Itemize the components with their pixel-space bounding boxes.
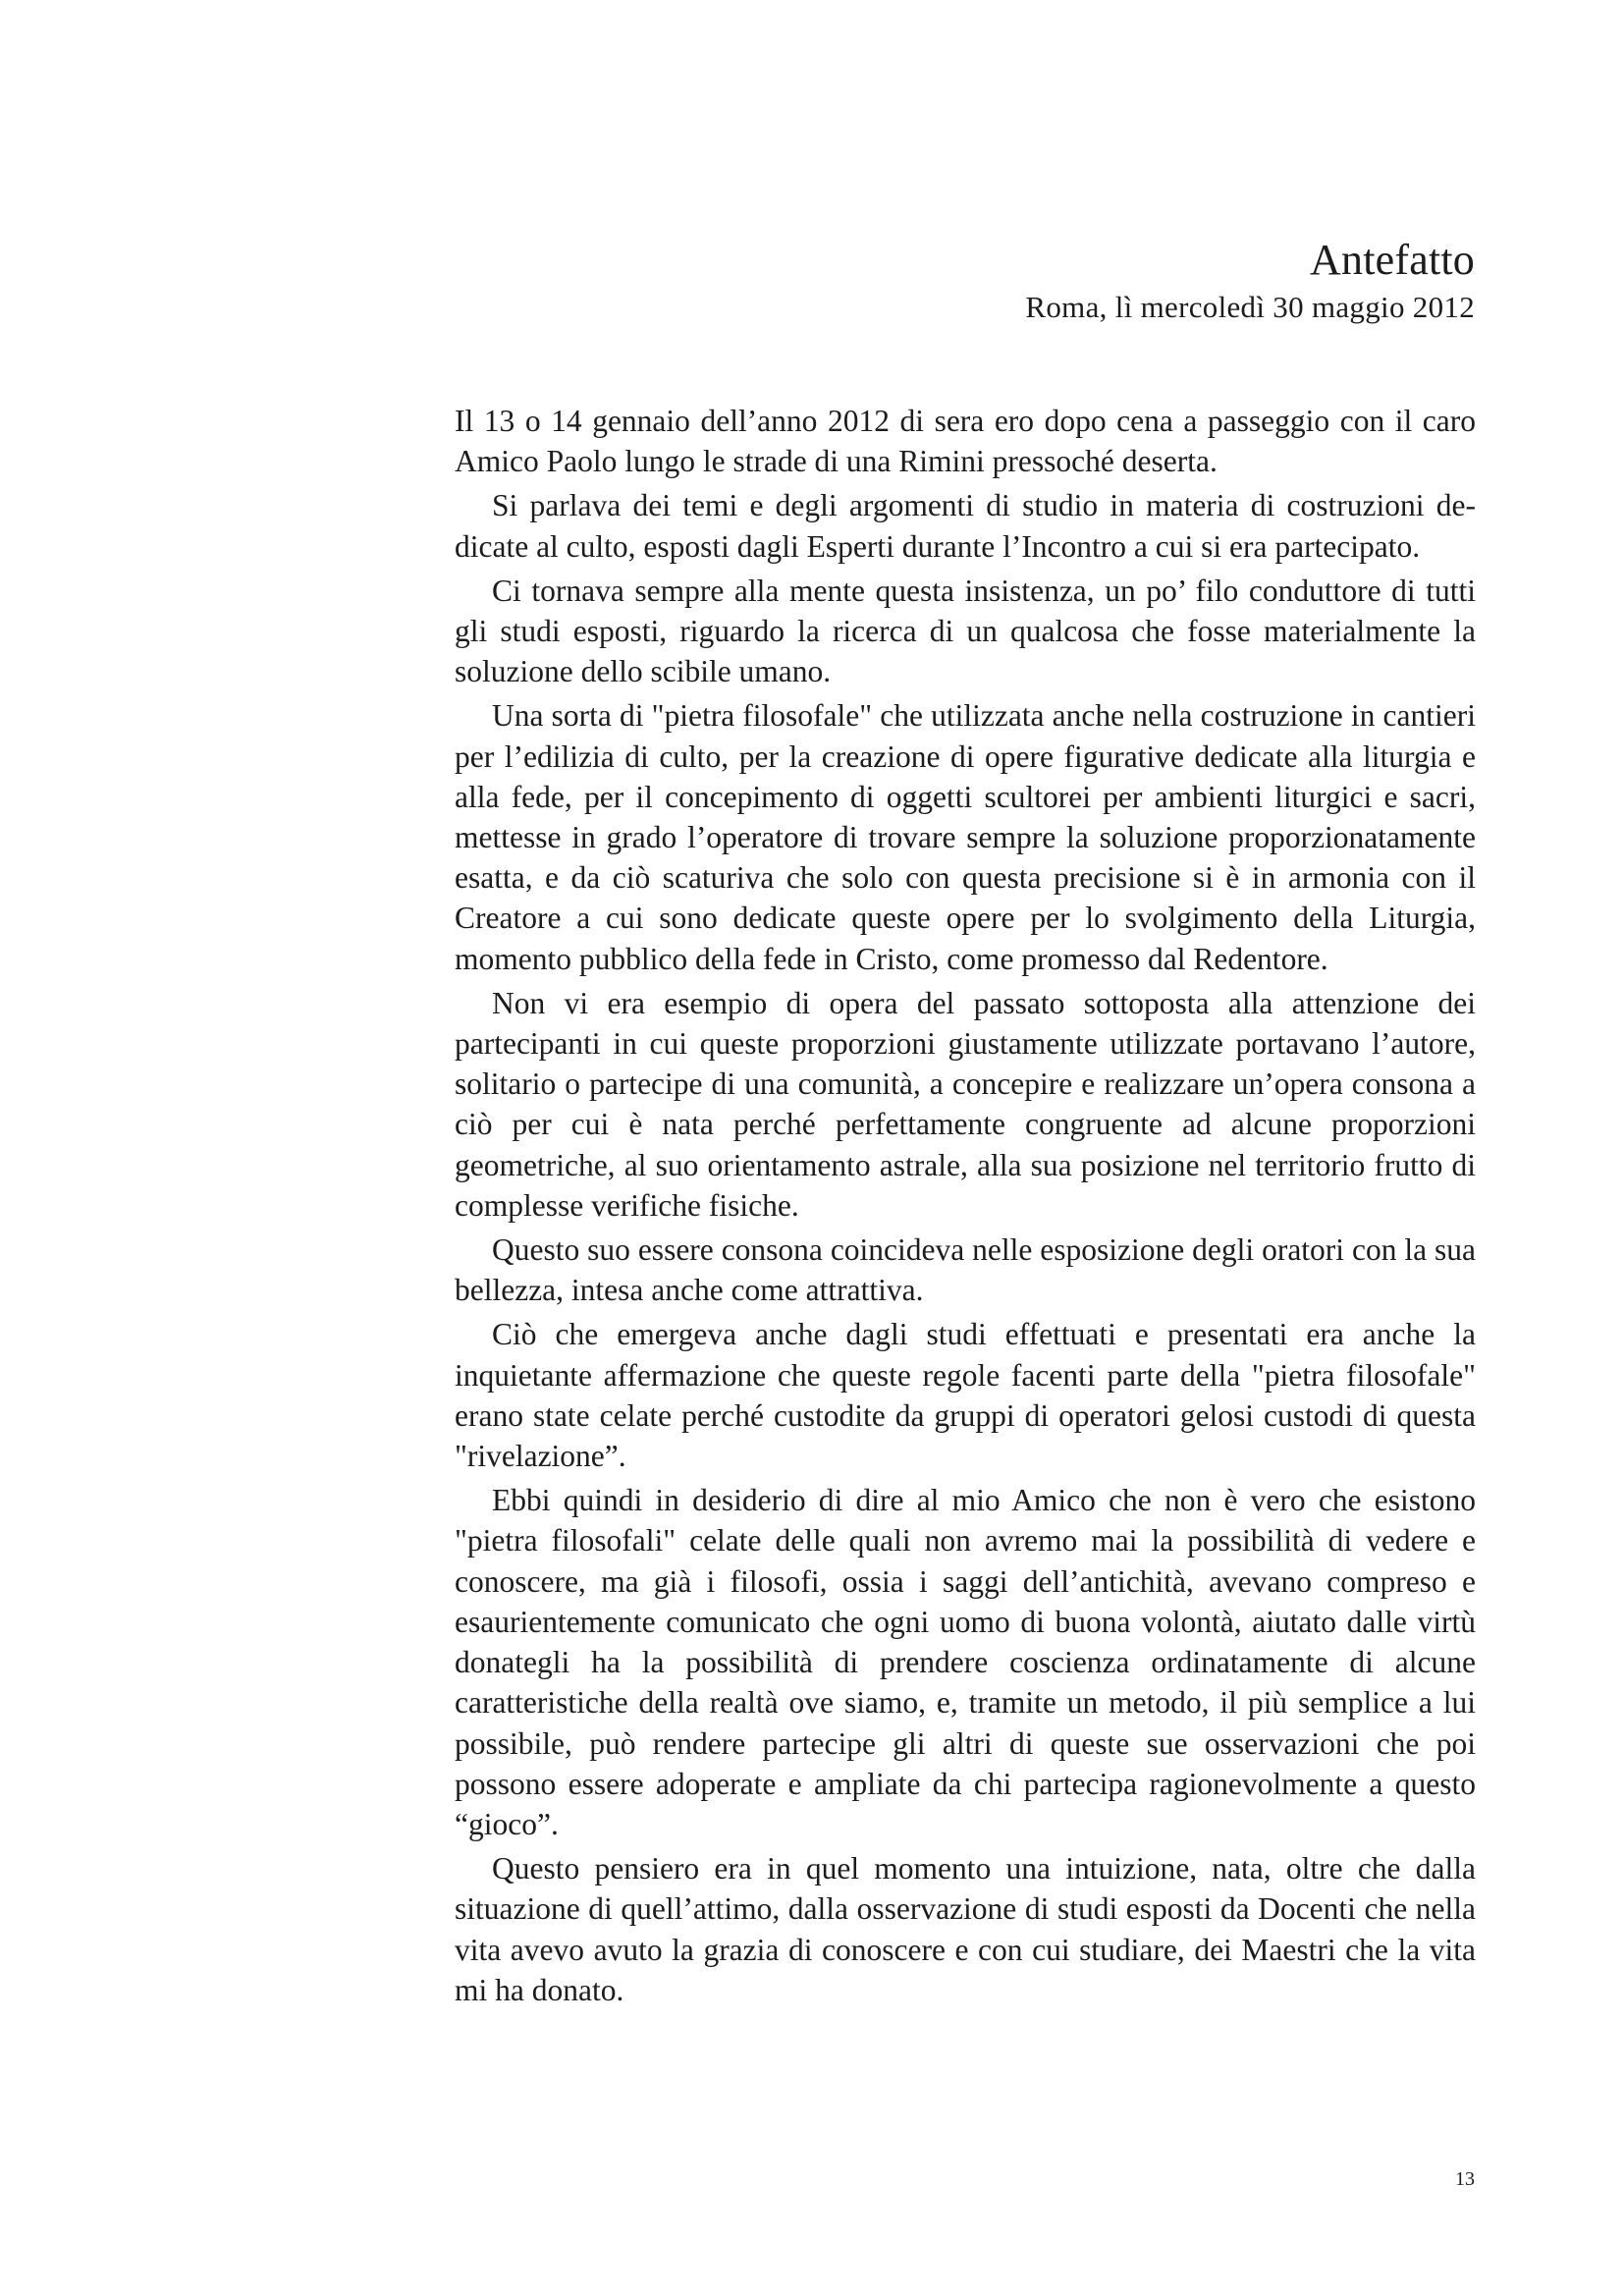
paragraph-1: Il 13 o 14 gennaio dell’anno 2012 di sera ero dopo cena a passeggio con il caro Amico Paolo lungo le strade di una Rimini pressoché deserta. bbox=[455, 404, 1476, 479]
page-number: 13 bbox=[1455, 2168, 1475, 2190]
chapter-heading bbox=[1025, 234, 1475, 328]
chapter-title: Antefatto bbox=[1310, 236, 1475, 284]
paragraph-3: Ci tornava sempre alla mente questa insistenza, un po’ filo conduttore di tutti gli studi esposti, riguardo la ricerca di un qualcosa che fosse materialmente la soluzione dello scibile umano. bbox=[455, 573, 1476, 689]
paragraph-9: Questo pensiero era in quel momento una intuizione, nata, oltre che dalla situazione di quell’attimo, dalla osservazione di studi esposti da Docenti che nella vita avevo avuto la grazia di conoscere e con cui studiare, dei Maestri che la vita mi ha donato. bbox=[455, 1851, 1476, 2007]
paragraph-5: Non vi era esempio di opera del passato sottoposta alla attenzione dei partecipanti in cui queste proporzioni giustamente utilizzate portavano l’autore, solitario o partecipe di una comunità, a concepire e realizzare un’opera consona a ciò per cui è nata perché perfettamente congruente ad alcune proporzioni geometriche, al suo orientamento astrale, alla sua posizione nel territorio frutto di complesse verifiche fisiche. bbox=[455, 985, 1476, 1223]
chapter-date-line: Roma, lì mercoledì 30 maggio 2012 bbox=[1025, 290, 1475, 324]
body-text bbox=[455, 401, 1476, 2010]
paragraph-8: Ebbi quindi in desiderio di dire al mio Amico che non è vero che esistono "pietra filosofali" celate delle quali non avremo mai la possibilità di vedere e conoscere, ma già i filosofi, ossia i saggi dell’antichità, avevano compreso e esaurientemente comunicato che ogni uomo di buona volontà, aiutato dalle virtù donategli ha la possibilità di prendere coscienza ordinatamente di alcune caratteristiche della realtà ove siamo, e, tramite un metodo, il più semplice a lui possibile, può rendere partecipe gli altri di queste sue osservazioni che poi possono essere adoperate e ampliate da chi partecipa ragionevolmente a questo “gioco”. bbox=[455, 1483, 1476, 1841]
paragraph-4: Una sorta di "pietra filosofale" che utilizzata anche nella costruzione in cantieri per l’edilizia di culto, per la creazione di opere figurative dedicate alla liturgia e alla fede, per il concepimento di oggetti scultorei per ambienti liturgici e sacri, mettesse in grado l’operatore di trovare sempre la soluzione proporzionatamente esatta, e da ciò scaturiva che solo con questa precisione si è in armonia con il Creatore a cui sono dedicate queste opere per lo svolgimento della Liturgia, momento pubblico della fede in Cristo, come promesso dal Redentore. bbox=[455, 698, 1476, 976]
paragraph-7: Ciò che emergeva anche dagli studi effettuati e presentati era anche la inquietante affermazione che queste regole facenti parte della "pietra filosofale" erano state celate perché custodite da gruppi di operatori gelosi custodi di questa "rivelazione”. bbox=[455, 1317, 1476, 1474]
paragraph-6: Questo suo essere consona coincideva nelle esposizione degli oratori con la sua bellezza, intesa anche come attrattiva. bbox=[455, 1232, 1476, 1308]
paragraph-2: Si parlava dei temi e degli argomenti di studio in materia di costruzioni dedicate al culto, esposti dagli Esperti durante l’Incontro a cui si era partecipato. bbox=[455, 488, 1476, 564]
